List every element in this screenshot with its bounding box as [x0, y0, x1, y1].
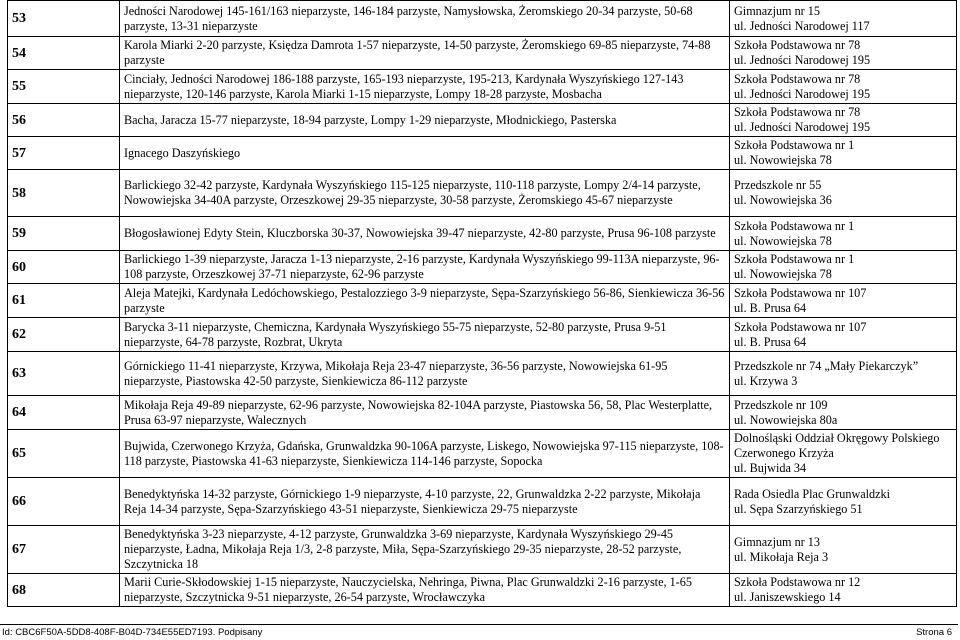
polling-place-name: Przedszkole nr 74 „Mały Piekarczyk” — [734, 358, 919, 373]
polling-place-name: Szkoła Podstawowa nr 107 — [734, 319, 867, 334]
district-number: 68 — [8, 574, 120, 607]
district-streets: Barycka 3-11 nieparzyste, Chemiczna, Kardynała Wyszyńskiego 55-75 nieparzyste, 52-80 parzyste, Prusa 9-51 nieparzyste, 64-78 parzyste, Rozbrat, Ukryta — [120, 318, 730, 352]
polling-place — [730, 1, 957, 37]
table-row — [8, 284, 957, 318]
polling-place-name: Dolnośląski Oddział Okręgowy Polskiego Czerwonego Krzyża — [734, 431, 940, 460]
table-row — [8, 352, 957, 396]
district-number: 56 — [8, 104, 120, 137]
table-row — [8, 170, 957, 217]
document-id: Id: CBC6F50A-5DD8-408F-B04D-734E55ED7193. Podpisany — [2, 627, 263, 638]
polling-place-address: ul. Sępa Szarzyńskiego 51 — [734, 501, 863, 516]
table-row — [8, 137, 957, 170]
district-number: 59 — [8, 217, 120, 251]
district-number: 64 — [8, 396, 120, 430]
polling-place-address: ul. B. Prusa 64 — [734, 300, 807, 315]
table-row — [8, 478, 957, 526]
polling-place-address: ul. Nowowiejska 78 — [734, 153, 832, 167]
table-row — [8, 37, 957, 70]
district-number: 53 — [8, 1, 120, 37]
polling-place — [730, 217, 957, 251]
table-row — [8, 526, 957, 574]
polling-place — [730, 574, 957, 607]
district-streets: Bacha, Jaracza 15-77 nieparzyste, 18-94 parzyste, Lompy 1-29 nieparzyste, Młodnickiego, Pasterska — [120, 104, 730, 137]
polling-place-name: Szkoła Podstawowa nr 12 — [734, 575, 861, 589]
district-streets: Karola Miarki 2-20 parzyste, Księdza Damrota 1-57 nieparzyste, 14-50 parzyste, Żeromskiego 69-85 nieparzyste, 74-88 parzyste — [120, 37, 730, 70]
polling-place — [730, 170, 957, 217]
district-number: 62 — [8, 318, 120, 352]
polling-place-name: Szkoła Podstawowa nr 1 — [734, 138, 855, 152]
polling-place-address: ul. Bujwida 34 — [734, 461, 807, 475]
district-number: 65 — [8, 430, 120, 478]
table-row — [8, 396, 957, 430]
district-number: 67 — [8, 526, 120, 574]
table-row — [8, 574, 957, 607]
table-row — [8, 217, 957, 251]
polling-place-name: Rada Osiedla Plac Grunwaldzki — [734, 486, 891, 501]
polling-place-name: Szkoła Podstawowa nr 107 — [734, 285, 867, 300]
district-streets: Cinciały, Jedności Narodowej 186-188 parzyste, 165-193 nieparzyste, 195-213, Kardynała Wyszyńskiego 127-143 nieparzyste, 120-146 parzyste, Karola Miarki 1-15 nieparzyste, Lompy 18-28 parzyste, Mosbacha — [120, 70, 730, 104]
polling-place-address: ul. Jedności Narodowej 117 — [734, 18, 870, 33]
polling-place-address: ul. Nowowiejska 80a — [734, 412, 838, 427]
polling-place-name: Szkoła Podstawowa nr 78 — [734, 105, 861, 119]
district-streets: Barlickiego 1-39 nieparzyste, Jaracza 1-13 nieparzyste, 2-16 parzyste, Kardynała Wyszyńskiego 99-113A nieparzyste, 96-108 parzyste, Orzeszkowej 37-71 nieparzyste, 62-96 parzyste — [120, 251, 730, 284]
district-streets: Marii Curie-Skłodowskiej 1-15 nieparzyste, Nauczycielska, Nehringa, Piwna, Plac Grunwaldzki 2-16 parzyste, 1-65 nieparzyste, Szczytnicka 9-51 nieparzyste, 26-54 parzyste, Wrocławczyka — [120, 574, 730, 607]
district-streets: Aleja Matejki, Kardynała Ledóchowskiego, Pestalozziego 3-9 nieparzyste, Sępa-Szarzyńskiego 56-86, Sienkiewicza 36-56 parzyste — [120, 284, 730, 318]
polling-place — [730, 526, 957, 574]
polling-place-address: ul. Jedności Narodowej 195 — [734, 120, 871, 134]
polling-place — [730, 396, 957, 430]
polling-place — [730, 478, 957, 526]
districts-table-body — [8, 1, 957, 607]
district-streets: Górnickiego 11-41 nieparzyste, Krzywa, Mikołaja Reja 23-47 nieparzyste, 36-56 parzyste, Nowowiejska 61-95 nieparzyste, Piastowska 42-50 parzyste, Sienkiewicza 86-112 parzyste — [120, 352, 730, 396]
polling-place-address: ul. Mikołaja Reja 3 — [734, 549, 829, 564]
polling-place-name: Szkoła Podstawowa nr 78 — [734, 71, 861, 86]
polling-place — [730, 251, 957, 284]
polling-place-name: Szkoła Podstawowa nr 1 — [734, 252, 855, 266]
table-row — [8, 251, 957, 284]
polling-place — [730, 284, 957, 318]
table-row — [8, 104, 957, 137]
polling-place-address: ul. Krzywa 3 — [734, 373, 798, 388]
polling-place-name: Przedszkole nr 109 — [734, 397, 828, 412]
district-number: 57 — [8, 137, 120, 170]
district-streets: Benedyktyńska 3-23 nieparzyste, 4-12 parzyste, Grunwaldzka 3-69 nieparzyste, Kardynała Wyszyńskiego 29-45 nieparzyste, Ładna, Mikołaja Reja 1/3, 2-8 parzyste, Miła, Sępa-Szarzyńskiego 29-35 nieparzyste, 28-52 parzyste, Szczytnicka 18 — [120, 526, 730, 574]
polling-place-name: Gimnazjum nr 13 — [734, 534, 820, 549]
polling-place-address: ul. Nowowiejska 78 — [734, 267, 832, 281]
district-number: 63 — [8, 352, 120, 396]
polling-place — [730, 430, 957, 478]
polling-place-address: ul. Nowowiejska 36 — [734, 193, 832, 207]
polling-place-name: Przedszkole nr 55 — [734, 178, 822, 192]
table-row — [8, 70, 957, 104]
district-number: 55 — [8, 70, 120, 104]
district-number: 66 — [8, 478, 120, 526]
district-number: 61 — [8, 284, 120, 318]
polling-place-name: Szkoła Podstawowa nr 1 — [734, 218, 855, 233]
district-number: 58 — [8, 170, 120, 217]
polling-place — [730, 70, 957, 104]
district-streets: Mikołaja Reja 49-89 nieparzyste, 62-96 parzyste, Nowowiejska 82-104A parzyste, Piastowska 56, 58, Plac Westerplatte, Prusa 63-97 nieparzyste, Walecznych — [120, 396, 730, 430]
page-number: Strona 6 — [916, 627, 952, 638]
district-streets: Błogosławionej Edyty Stein, Kluczborska 30-37, Nowowiejska 39-47 nieparzyste, 42-80 parzyste, Prusa 96-108 parzyste — [120, 217, 730, 251]
district-streets: Jedności Narodowej 145-161/163 nieparzyste, 146-184 parzyste, Namysłowska, Żeromskiego 20-34 parzyste, 50-68 parzyste, 13-31 nieparzyste — [120, 1, 730, 37]
polling-place-name: Gimnazjum nr 15 — [734, 3, 820, 18]
districts-table — [7, 0, 957, 607]
district-number: 60 — [8, 251, 120, 284]
page-footer — [0, 624, 958, 640]
district-streets: Benedyktyńska 14-32 parzyste, Górnickiego 1-9 nieparzyste, 4-10 parzyste, 22, Grunwaldzka 2-22 parzyste, Mikołaja Reja 14-34 parzyste, Sępa-Szarzyńskiego 43-51 nieparzyste, Sienkiewicza 29-75 nieparzyste — [120, 478, 730, 526]
district-streets: Bujwida, Czerwonego Krzyża, Gdańska, Grunwaldzka 90-106A parzyste, Liskego, Nowowiejska 97-115 nieparzyste, 108-118 parzyste, Piastowska 41-63 nieparzyste, Sienkiewicza 114-146 parzyste, Sopocka — [120, 430, 730, 478]
table-row — [8, 1, 957, 37]
polling-place — [730, 318, 957, 352]
polling-place-address: ul. B. Prusa 64 — [734, 334, 807, 349]
district-number: 54 — [8, 37, 120, 70]
polling-place — [730, 137, 957, 170]
polling-place — [730, 352, 957, 396]
polling-place-address: ul. Jedności Narodowej 195 — [734, 53, 871, 67]
polling-place-address: ul. Nowowiejska 78 — [734, 233, 832, 248]
polling-place-address: ul. Janiszewskiego 14 — [734, 590, 841, 604]
district-streets: Barlickiego 32-42 parzyste, Kardynała Wyszyńskiego 115-125 nieparzyste, 110-118 parzyste, Lompy 2/4-14 parzyste, Nowowiejska 34-40A parzyste, Orzeszkowej 29-35 nieparzyste, 30-58 parzyste, Żeromskiego 45-67 nieparzyste — [120, 170, 730, 217]
polling-place-address: ul. Jedności Narodowej 195 — [734, 86, 871, 101]
table-row — [8, 318, 957, 352]
district-streets: Ignacego Daszyńskiego — [120, 137, 730, 170]
polling-place — [730, 37, 957, 70]
polling-place — [730, 104, 957, 137]
polling-place-name: Szkoła Podstawowa nr 78 — [734, 38, 861, 52]
table-row — [8, 430, 957, 478]
